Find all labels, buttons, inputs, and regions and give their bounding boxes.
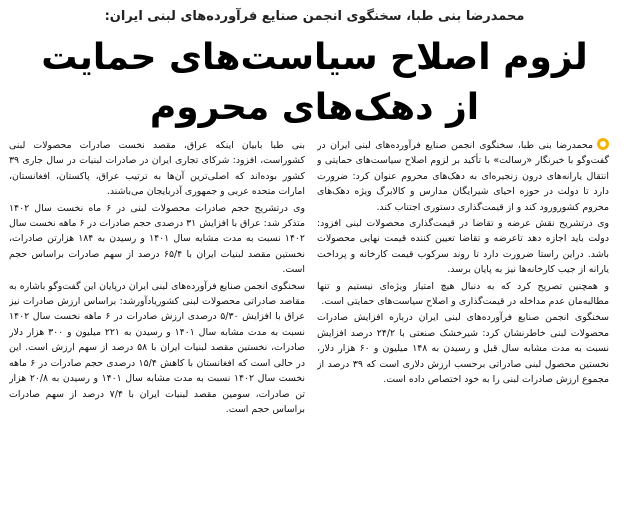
article-column-left xyxy=(9,138,305,494)
paragraph: بنی طبا بابیان اینکه عراق، مقصد نخست صادرات محصولات لبنی کشوراست، افزود: شرکای تجاری ایران در صادرات لبنیات در سال جاری ۳۹ کشور بوده‌اند که اصلی‌ترین آن‌ها به ترتیب عراق، پاکستان، افغانستان، امارات متحده عربی و جمهوری آذربایجان می‌باشند. xyxy=(9,140,305,198)
paragraph: وی درتشریح حجم صادرات محصولات لبنی در ۶ ماه نخست سال ۱۴۰۲ متذکر شد: عراق با افزایش ۳۱ درصدی حجم صادرات در ۶ ماهه نخست سال ۱۴۰۲ نسبت به مدت مشابه سال ۱۴۰۱ و رسیدن به ۱۸۴ هزارتن صادرات، نخستین مقصد لبنیات ایران با ۶۵/۴ درصد از سهم صادرات براساس حجم است. xyxy=(9,202,305,276)
yellow-circle-bullet-icon xyxy=(597,138,609,150)
paragraph: محمدرضا بنی طبا، سخنگوی انجمن صنایع فرآورده‌های لبنی ایران در گفت‌وگو با خبرنگار «رسالت» با تأکید بر لزوم اصلاح سیاست‌های حمایتی و انتقال یارانه‌های درون زنجیره‌ای به دهک‌های محروم عنوان کرد: ضرورت دارد تا دولت در حوزه احیای شیرایگان مدارس و کالابرگ ویژه دهک‌های محروم کشورورود کند و از قیمت‌گذاری دستوری اجتناب کند. xyxy=(317,140,609,213)
headline-line-2: از دهک‌های محروم xyxy=(149,87,480,128)
paragraph: و همچنین تصریح کرد که به دنبال هیچ امتیاز ویژه‌ای نیستیم و تنها مطالبه‌مان عدم مداخله در قیمت‌گذاری و اصلاح سیاست‌های حمایتی است. xyxy=(317,280,609,308)
paragraph: وی درتشریح نقش عرضه و تقاضا در قیمت‌گذاری محصولات لبنی افزود: دولت باید اجازه دهد تاعرضه و تقاضا تعیین کننده قیمت نهایی محصولات باشد. دراین راستا ضرورت دارد تا روند سرکوب قیمت کارخانه و پرداخت یارانه از جیب کارخانه‌ها نیز به پایان برسد. xyxy=(317,218,609,276)
article-kicker: محمدرضا بنی طبا، سخنگوی انجمن صنایع فرآورده‌های لبنی ایران: xyxy=(104,9,525,24)
headline-line-1: لزوم اصلاح سیاست‌های حمایت xyxy=(41,37,588,78)
article-column-right xyxy=(317,138,609,494)
paragraph: سخنگوی انجمن صنایع فرآورده‌های لبنی ایران درپایان این گفت‌وگو باشاره به مقاصد صادراتی محصولات لبنی کشوریادآورشد: براساس ارزش صادرات نیز عراق با افزایش ۵/۳۰ درصدی ارزش صادرات در ۶ ماهه نخست سال ۱۴۰۲ نسبت به مدت مشابه سال ۱۴۰۱ و رسیدن به ۲۲۱ میلیون و ۳۰۰ هزار دلار صادرات، نخستین مقصد لبنیات ایران با ۵۸ درصد از سهم ارزش است. این در حالی است که افغانستان با کاهش ۱۵/۴ درصدی حجم صادرات در ۶ ماهه نخست سال ۱۴۰۲ نسبت به مدت مشابه سال ۱۴۰۱ و رسیدن به ۲۰/۸ هزار تن صادرات، سومین مقصد لبنیات ایران با ۷/۴ درصد از سهم صادرات براساس حجم است. xyxy=(9,280,305,415)
paragraph: سخنگوی انجمن صنایع فرآورده‌های لبنی ایران درباره افزایش صادرات محصولات لبنی خاطرنشان کرد: شیرخشک صنعتی با ۲۴/۲ درصد افزایش نسبت به مدت مشابه سال قبل و رسیدن به ۱۴۸ میلیون و ۶۰ هزار دلار، نخستین محصول لبنی صادراتی برحسب ارزش دلاری است که ۳۹ درصد از مجموع ارزش صادرات لبنی را به خود اختصاص داده است. xyxy=(317,312,609,386)
